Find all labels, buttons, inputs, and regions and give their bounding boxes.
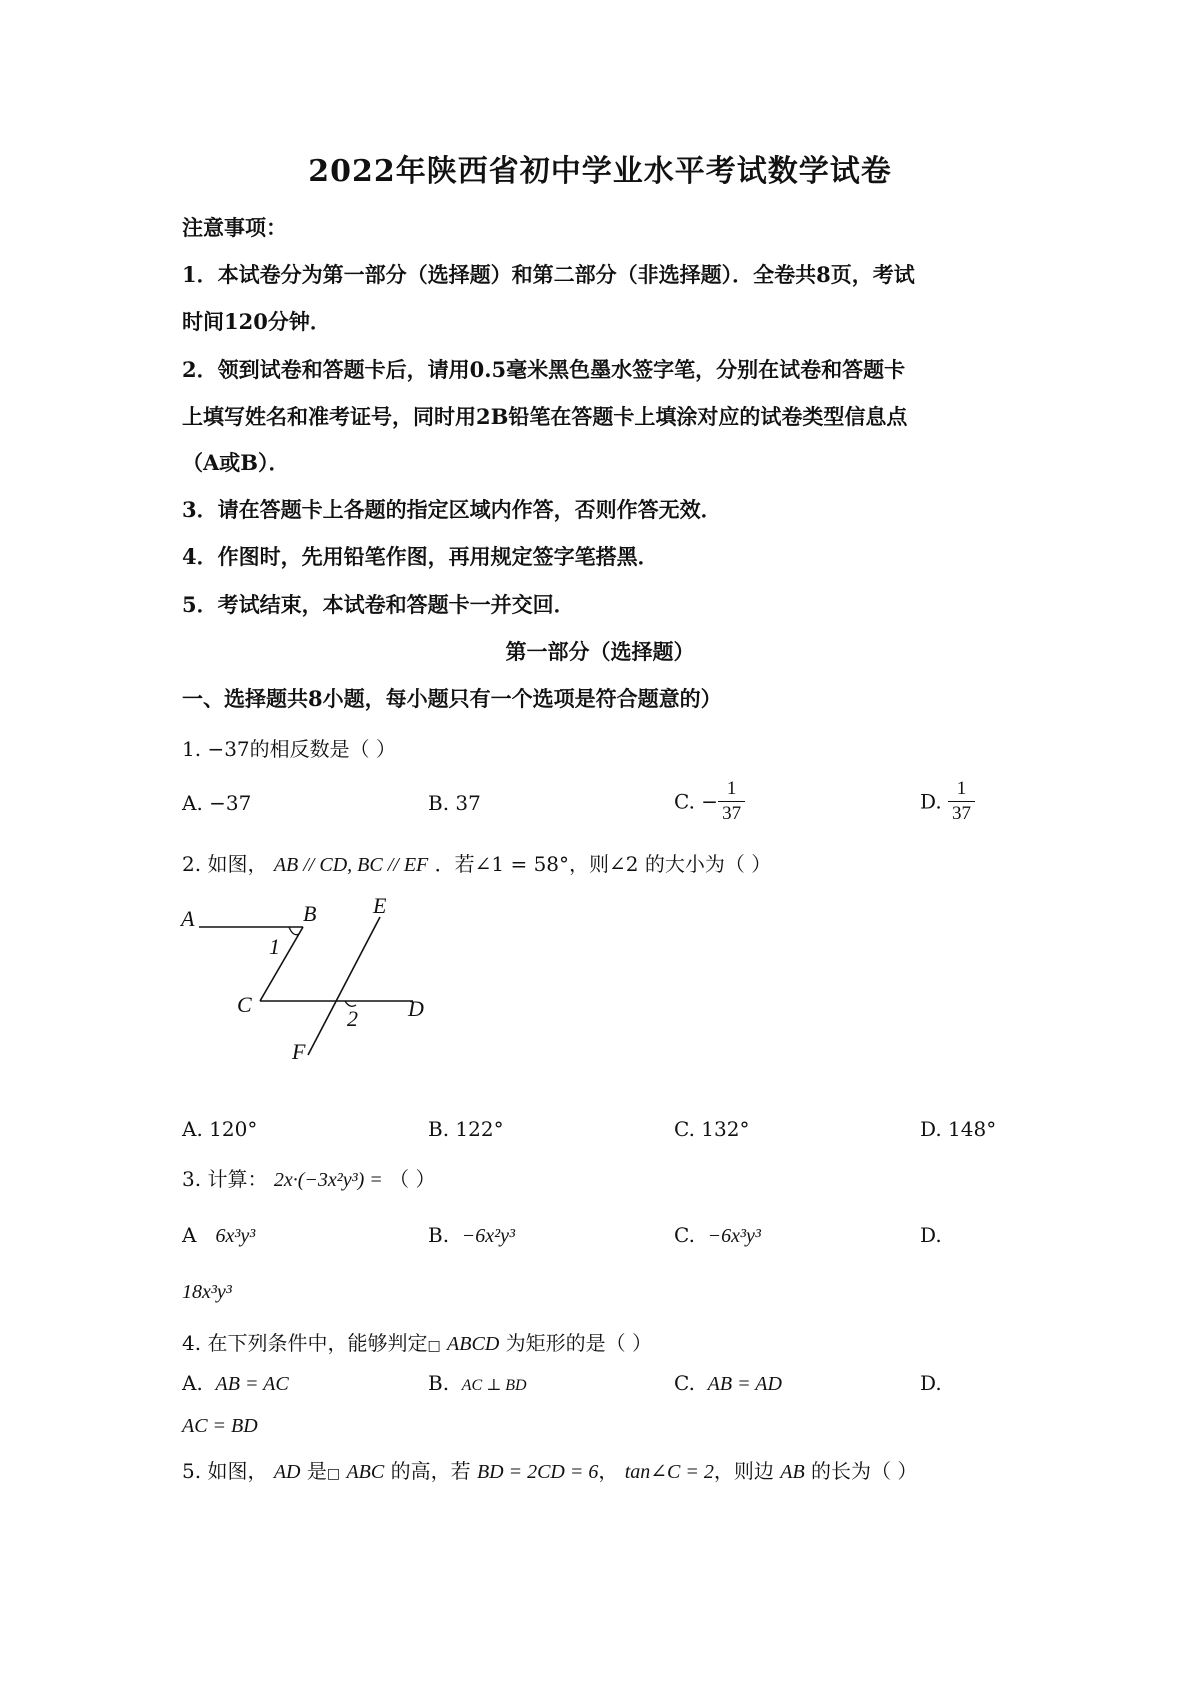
q1-option-c-fraction bbox=[718, 777, 745, 826]
q1-option-d bbox=[920, 777, 975, 826]
q5-stem-abc: ABC bbox=[346, 1461, 385, 1483]
label-angle-2: 2 bbox=[347, 1006, 358, 1031]
part-heading: 第一部分（选择题） bbox=[505, 639, 695, 664]
q3-option-d-expr: 18x³y³ bbox=[182, 1281, 232, 1303]
note-line-5: （A或B）． bbox=[182, 450, 290, 475]
q3-stem-suffix: （ ） bbox=[389, 1167, 436, 1191]
q2-stem-prefix: 2. 如图， bbox=[182, 852, 268, 876]
q3-option-b bbox=[428, 1223, 515, 1248]
q5-stem-mid4: ，则边 bbox=[713, 1459, 774, 1483]
q1-option-d-fraction bbox=[948, 777, 975, 826]
note-line-3: 2．领到试卷和答题卡后，请用0.5毫米黑色墨水签字笔，分别在试卷和答题卡 bbox=[182, 357, 906, 382]
q4-option-c bbox=[674, 1371, 782, 1396]
q3-option-b-label: B. bbox=[428, 1223, 450, 1247]
q3-stem-prefix: 3. 计算： bbox=[182, 1167, 268, 1191]
q1-option-d-prefix: D. bbox=[920, 789, 942, 814]
q2-option-c: C. 132° bbox=[674, 1117, 750, 1141]
q4-option-d-label: D. bbox=[920, 1371, 942, 1395]
q1-option-d-numerator: 1 bbox=[956, 778, 967, 799]
section-heading: 一、选择题共8小题，每小题只有一个选项是符合题意的） bbox=[182, 686, 722, 711]
q4-option-a-expr: AB = AC bbox=[215, 1373, 289, 1395]
note-line-6: 3．请在答题卡上各题的指定区域内作答，否则作答无效． bbox=[182, 497, 722, 522]
q2-option-d: D. 148° bbox=[920, 1117, 997, 1141]
q2-option-b: B. 122° bbox=[428, 1117, 504, 1141]
q5-stem-prefix: 5. 如图， bbox=[182, 1459, 268, 1483]
q4-stem-prefix: 4. 在下列条件中，能够判定 bbox=[182, 1331, 428, 1355]
q3-stem-expr: 2x·(−3x²y³) = bbox=[273, 1169, 383, 1191]
note-line-2: 时间120分钟． bbox=[182, 309, 331, 334]
q3-stem bbox=[182, 1163, 435, 1192]
q5-stem-ab: AB bbox=[780, 1461, 805, 1483]
q2-stem-math: AB // CD, BC // EF bbox=[273, 854, 429, 876]
q5-stem-ad: AD bbox=[273, 1461, 301, 1483]
q1-option-c-denominator: 37 bbox=[718, 801, 745, 826]
note-line-8: 5．考试结束，本试卷和答题卡一并交回． bbox=[182, 592, 575, 617]
q5-stem-suffix: 的长为（ ） bbox=[811, 1459, 918, 1483]
q2-figure bbox=[175, 895, 445, 1070]
page-title: 2022年陕西省初中学业水平考试数学试卷 bbox=[308, 154, 892, 189]
q4-option-b bbox=[428, 1371, 527, 1395]
q1-option-c bbox=[674, 777, 745, 826]
q5-stem-bd: BD = 2CD = 6 bbox=[476, 1461, 599, 1483]
q2-option-a: A. 120° bbox=[182, 1117, 258, 1141]
label-b: B bbox=[303, 901, 317, 926]
q5-stem-tan: tan∠C = 2 bbox=[624, 1461, 714, 1483]
q4-stem-suffix: 为矩形的是（ ） bbox=[505, 1331, 652, 1355]
q5-stem-mid2: 的高，若 bbox=[390, 1459, 471, 1483]
label-e: E bbox=[373, 895, 387, 918]
q4-stem-glyph: □ bbox=[427, 1338, 441, 1354]
q4-option-b-label: B. bbox=[428, 1371, 450, 1395]
q5-stem-mid1: 是 bbox=[306, 1459, 327, 1483]
line-bc bbox=[260, 927, 303, 1001]
label-f: F bbox=[292, 1039, 306, 1064]
q4-stem bbox=[182, 1327, 652, 1356]
line-ef bbox=[308, 917, 380, 1055]
label-angle-1: 1 bbox=[269, 934, 280, 959]
q4-option-d-expr: AC = BD bbox=[182, 1415, 258, 1437]
q3-option-a-expr: 6x³y³ bbox=[215, 1225, 256, 1247]
angle-1-arc bbox=[289, 927, 299, 935]
q1-option-a: A. −37 bbox=[182, 791, 252, 815]
note-line-7: 4．作图时，先用铅笔作图，再用规定签字笔搭黑． bbox=[182, 544, 659, 569]
q4-option-c-label: C. bbox=[674, 1371, 695, 1395]
q4-option-b-expr: AC ⊥ BD bbox=[461, 1377, 527, 1394]
q3-option-a bbox=[182, 1223, 255, 1248]
q1-stem: 1. −37的相反数是（ ） bbox=[182, 737, 397, 761]
note-line-1: 1．本试卷分为第一部分（选择题）和第二部分（非选择题）．全卷共8页，考试 bbox=[182, 262, 915, 287]
q1-option-c-numerator: 1 bbox=[726, 778, 737, 799]
q1-option-c-prefix: C. − bbox=[674, 789, 719, 814]
q3-option-c-expr: −6x³y³ bbox=[707, 1225, 761, 1247]
q3-option-c-label: C. bbox=[674, 1223, 695, 1247]
label-d: D bbox=[408, 996, 424, 1021]
q5-stem-mid3: ， bbox=[598, 1459, 619, 1483]
q4-option-c-expr: AB = AD bbox=[707, 1373, 782, 1395]
q3-option-c bbox=[674, 1223, 761, 1248]
q5-stem-glyph: □ bbox=[326, 1466, 341, 1482]
q4-stem-math: ABCD bbox=[447, 1333, 500, 1355]
q5-stem bbox=[182, 1455, 917, 1484]
q1-option-b: B. 37 bbox=[428, 791, 481, 815]
q4-option-a bbox=[182, 1371, 289, 1396]
q3-option-a-label: A bbox=[182, 1223, 197, 1247]
q4-option-a-label: A. bbox=[182, 1371, 203, 1395]
q3-option-b-expr: −6x²y³ bbox=[461, 1225, 516, 1247]
label-a: A bbox=[181, 906, 195, 931]
note-line-4: 上填写姓名和准考证号，同时用2B铅笔在答题卡上填涂对应的试卷类型信息点 bbox=[182, 404, 908, 429]
q2-stem-suffix: ．若∠1 = 58°，则∠2 的大小为（ ） bbox=[434, 852, 772, 876]
q1-option-d-denominator: 37 bbox=[948, 801, 975, 826]
q2-stem bbox=[182, 848, 771, 877]
q3-option-d-label: D. bbox=[920, 1223, 942, 1247]
label-c: C bbox=[237, 992, 252, 1017]
notes-heading: 注意事项： bbox=[182, 215, 287, 240]
